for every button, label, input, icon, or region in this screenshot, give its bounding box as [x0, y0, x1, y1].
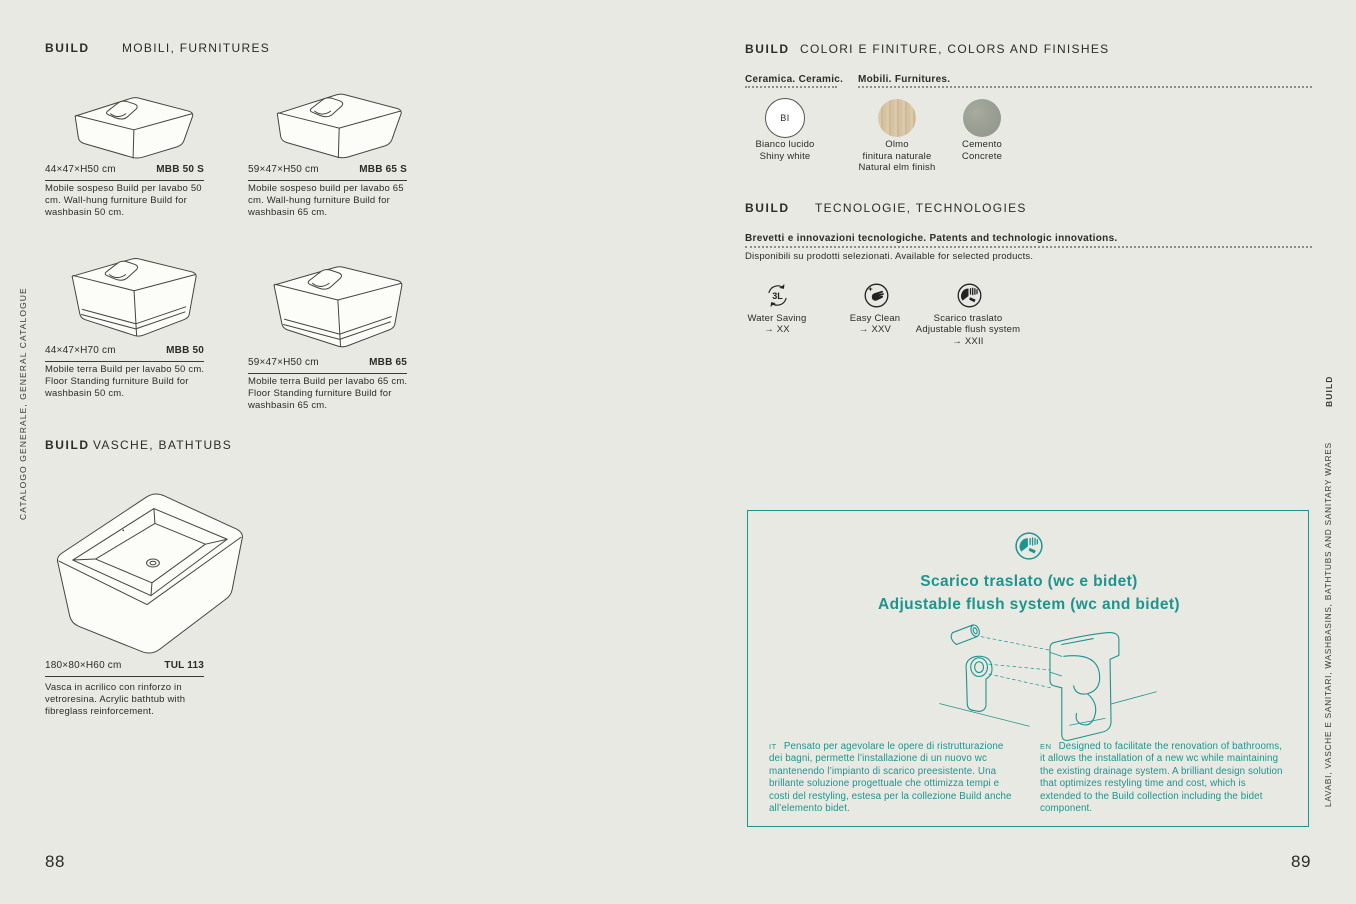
- product-spec-row: [45, 660, 204, 677]
- floor-standing-furniture-drawing: [248, 258, 440, 356]
- right-sidebar-text: LAVABI, VASCHE E SANITARI, WASHBASINS, BATHTUBS AND SANITARY WARES: [1324, 442, 1333, 807]
- section-title: TECNOLOGIE, TECHNOLOGIES: [815, 201, 1027, 215]
- tech-label-line: Adjustable flush system: [915, 324, 1021, 336]
- product-dimensions: 59×47×H50 cm: [248, 164, 319, 175]
- section-title: MOBILI, FURNITURES: [122, 41, 271, 55]
- swatch-label-line: Bianco lucido: [755, 139, 815, 150]
- product-description: Vasca in acrilico con rinforzo in vetroresina. Acrylic bathtub with fibreglass reinforcement.: [45, 682, 186, 717]
- section-brand: BUILD: [745, 42, 790, 56]
- tech-intro-bold: Brevetti e innovazioni tecnologiche. Patents and technologic innovations.: [745, 233, 1118, 244]
- product-code: MBB 50: [166, 345, 204, 356]
- product-code: MBB 65 S: [359, 164, 407, 175]
- section-brand: BUILD: [745, 201, 790, 215]
- wall-hung-furniture-drawing: [248, 84, 438, 162]
- section-brand: BUILD: [45, 41, 90, 55]
- product-description: Mobile sospeso Build per lavabo 50 cm. Wall-hung furniture Build for washbasin 50 cm.: [45, 183, 202, 218]
- swatch-label-line: Olmo: [885, 139, 909, 150]
- easy-clean-icon: [863, 282, 890, 309]
- feature-paragraph-en: [1040, 741, 1284, 815]
- page-number-right: 89: [1291, 852, 1311, 871]
- color-swatch-natural-elm: [878, 99, 916, 137]
- swatch-label-line: Cemento: [962, 139, 1002, 150]
- tech-page-ref: → XX: [764, 324, 790, 336]
- product-dimensions: 44×47×H50 cm: [45, 164, 116, 175]
- section-title: COLORI E FINITURE, COLORS AND FINISHES: [800, 42, 1110, 56]
- product-dimensions: 44×47×H70 cm: [45, 345, 116, 356]
- tech-item-label: [725, 313, 829, 336]
- color-swatch-concrete: [963, 99, 1001, 137]
- feature-title-it: Scarico traslato (wc e bidet): [920, 573, 1138, 590]
- feature-text-it: Pensato per agevolare le opere di ristrutturazione dei bagni, permette l’installazione di un nuovo wc mantenendo l’impianto di scarico preesistente. Una brillante soluzione progettuale che ottimizza tempi e costi del restyling, estesa per la collezione Build anche all’elemento bidet.: [769, 741, 1012, 815]
- product-dimensions: 180×80×H60 cm: [45, 660, 122, 671]
- product-code: TUL 113: [164, 660, 204, 671]
- product-dimensions: 59×47×H50 cm: [248, 357, 319, 368]
- product-spec-row: [45, 345, 204, 362]
- swatch-label: [932, 139, 1032, 162]
- feature-title-en: Adjustable flush system (wc and bidet): [878, 596, 1180, 613]
- swatch-code: BI: [780, 113, 790, 123]
- bathtub-drawing: [45, 468, 250, 658]
- dotted-rule: [745, 86, 837, 88]
- section-title: VASCHE, BATHTUBS: [93, 438, 233, 452]
- product-spec-row: [248, 164, 407, 181]
- adjustable-flush-icon: [1014, 531, 1044, 561]
- water-saving-icon: [764, 282, 791, 309]
- tech-page-ref: → XXV: [858, 324, 892, 336]
- swatch-label-line: Shiny white: [759, 150, 811, 162]
- product-code: MBB 50 S: [156, 164, 204, 175]
- wall-hung-furniture-drawing: [45, 88, 230, 162]
- tech-label-line: Easy Clean: [849, 313, 901, 324]
- wc-flush-system-drawing: [936, 613, 1161, 741]
- product-description: Mobile sospeso build per lavabo 65 cm. Wall-hung furniture Build for washbasin 65 cm.: [248, 183, 404, 218]
- section-brand: BUILD: [45, 438, 90, 452]
- right-sidebar-brand: BUILD: [1324, 375, 1334, 407]
- swatch-label-line: finitura naturale: [862, 150, 932, 162]
- feature-paragraph-it: [769, 741, 1013, 815]
- page-number-left: 88: [45, 852, 65, 871]
- tech-label-line: Water Saving: [747, 313, 807, 324]
- product-code: MBB 65: [369, 357, 407, 368]
- swatch-group-ceramic-label: Ceramica. Ceramic.: [745, 74, 844, 85]
- swatch-label: [735, 139, 835, 162]
- tech-intro: Disponibili su prodotti selezionati. Available for selected products.: [745, 251, 1034, 262]
- color-swatch-shiny-white: [765, 98, 805, 138]
- feature-box: [747, 510, 1309, 827]
- tech-page-ref: → XXII: [952, 335, 984, 347]
- swatch-group-furniture-label: Mobili. Furnitures.: [858, 74, 951, 85]
- feature-text-en: Designed to facilitate the renovation of bathrooms, it allows the installation of a new wc while maintaining the existing drainage system. A brilliant design solution that optimizes restyling time and cost, which is extended to the Build collection including the bidet component.: [1040, 741, 1283, 815]
- swatch-label-line: Natural elm finish: [858, 162, 936, 173]
- dotted-rule: [858, 86, 1312, 88]
- left-sidebar-text: CATALOGO GENERALE, GENERAL CATALOGUE: [18, 287, 28, 520]
- swatch-label-line: Concrete: [961, 150, 1003, 162]
- adjustable-flush-icon: [956, 282, 983, 309]
- language-tag-it: IT: [769, 742, 777, 751]
- svg-text:3L: 3L: [772, 291, 783, 301]
- language-tag-en: EN: [1040, 742, 1052, 751]
- floor-standing-furniture-drawing: [45, 250, 235, 345]
- product-description: Mobile terra Build per lavabo 50 cm. Floor Standing furniture Build for washbasin 50 cm.: [45, 364, 205, 399]
- product-spec-row: [248, 357, 407, 374]
- product-spec-row: [45, 164, 204, 181]
- tech-item-label: [893, 313, 1043, 347]
- dotted-rule: [745, 246, 1312, 248]
- tech-label-line: Scarico traslato: [933, 313, 1003, 324]
- product-description: Mobile terra Build per lavabo 65 cm. Floor Standing furniture Build for washbasin 65 cm.: [248, 376, 408, 411]
